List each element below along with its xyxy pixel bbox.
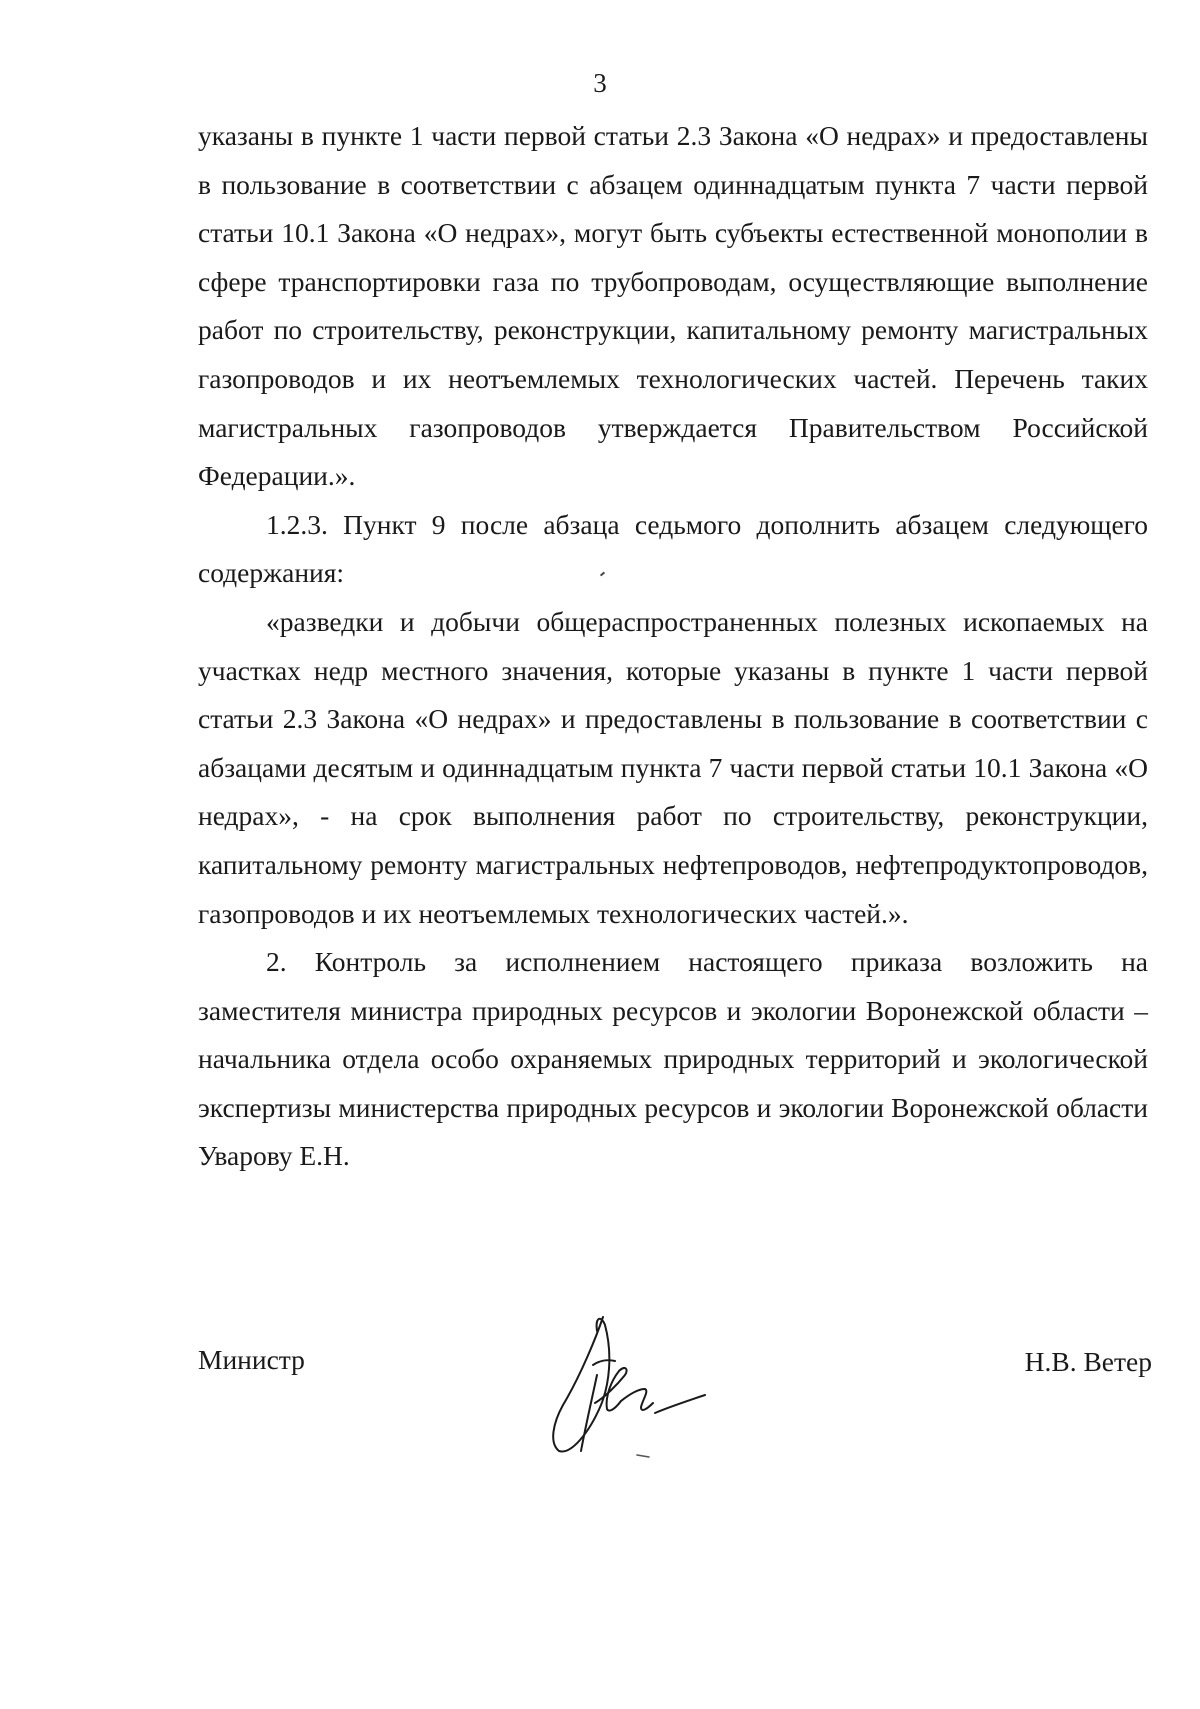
document-body [198,112,1148,1181]
handwritten-signature [545,1305,735,1465]
paragraph-control-clause: 2. Контроль за исполнением настоящего приказа возложить на заместителя министра природных ресурсов и экологии Воронежской области – начальника отдела особо охраняемых природных территорий и экологической экспертизы министерства природных ресурсов и экологии Воронежской области Уварову Е.Н. [198,946,1148,1172]
signatory-title: Министр [198,1344,305,1375]
paragraph-inserted-text: «разведки и добычи общераспространенных полезных ископаемых на участках недр местного значения, которые указаны в пункте 1 части первой статьи 2.3 Закона «О недрах» и предоставлены в пользование в соответствии с абзацами десятым и одиннадцатым пункта 7 части первой статьи 10.1 Закона «О недрах», - на срок выполнения работ по строительству, реконструкции, капитальному ремонту магистральных нефтепроводов, нефтепродуктопроводов, газопроводов и их неотъемлемых технологических частей.». [198,605,1148,929]
page-number: 3 [593,68,607,98]
signatory-name: Н.В. Ветер [1024,1346,1152,1377]
paragraph-amendment-1-2-3: 1.2.3. Пункт 9 после абзаца седьмого дополнить абзацем следующего содержания: [198,508,1148,589]
paragraph-continuation: указаны в пункте 1 части первой статьи 2.3 Закона «О недрах» и предоставлены в пользование в соответствии с абзацем одиннадцатым пункта 7 части первой статьи 10.1 Закона «О недрах», могут быть субъекты естественной монополии в сфере транспортировки газа по трубопроводам, осуществляющие выполнение работ по строительству, реконструкции, капитальному ремонту магистральных газопроводов и их неотъемлемых технологических частей. Перечень таких магистральных газопроводов утверждается Правительством Российской Федерации.». [198,120,1148,492]
